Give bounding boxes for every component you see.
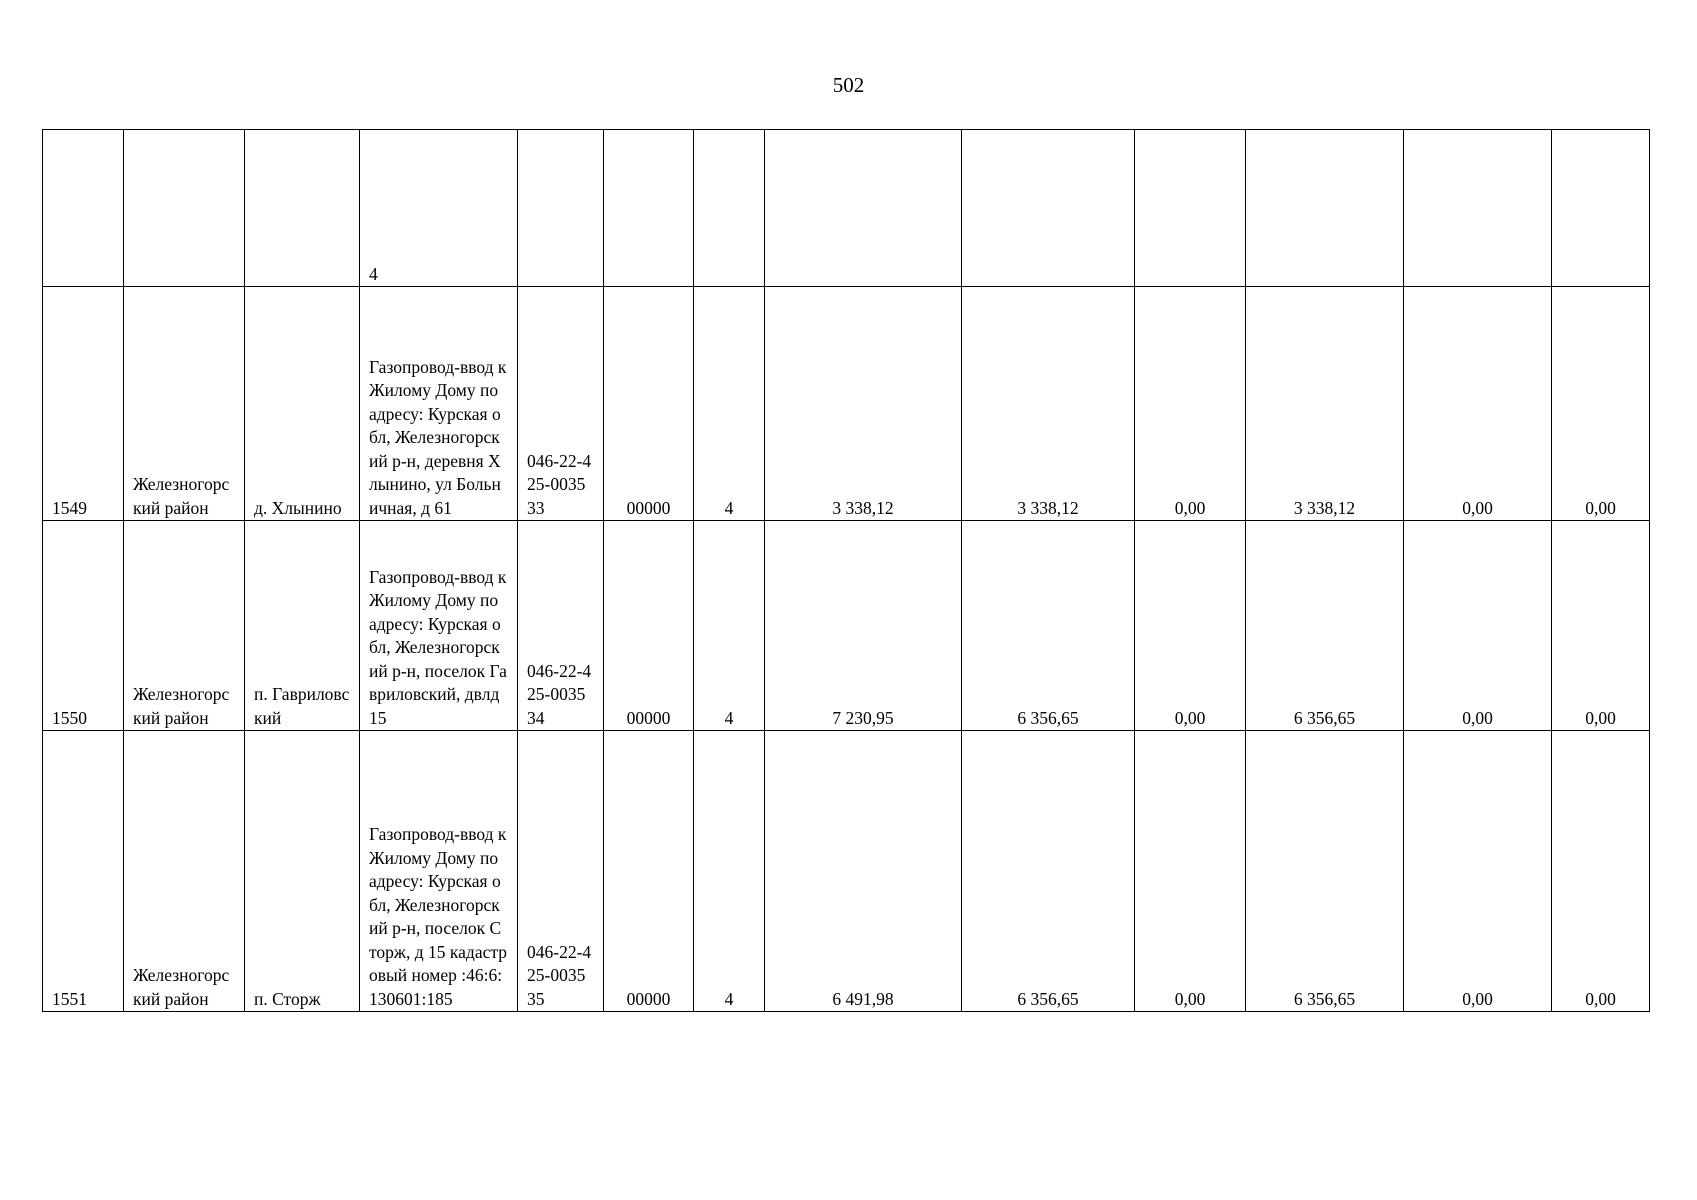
cell-description: Газопровод-ввод к Жилому Дому по адресу: Курская обл, Железногорский р-н, поселок Сторж, д 15 кадастровый номер :46:6:130601:185 — [360, 731, 518, 1012]
cell-inv-number: 046-22-425-003533 — [518, 287, 604, 521]
cell-value-2 — [962, 130, 1135, 287]
cell-num: 1550 — [43, 521, 124, 731]
cell-value-5: 0,00 — [1404, 731, 1552, 1012]
cell-settlement: п. Гавриловский — [245, 521, 360, 731]
cell-district — [124, 130, 245, 287]
cell-group: 4 — [694, 287, 765, 521]
cell-num — [43, 130, 124, 287]
cell-value-5: 0,00 — [1404, 287, 1552, 521]
table-row — [43, 731, 1650, 1012]
cell-code: 00000 — [604, 521, 694, 731]
cell-value-3: 0,00 — [1135, 287, 1246, 521]
cell-value-2: 6 356,65 — [962, 731, 1135, 1012]
cell-description: Газопровод-ввод к Жилому Дому по адресу: Курская обл, Железногорский р-н, деревня Хлынино, ул Больничная, д 61 — [360, 287, 518, 521]
table-row — [43, 287, 1650, 521]
cell-code: 00000 — [604, 287, 694, 521]
cell-value-6 — [1552, 130, 1650, 287]
cell-group: 4 — [694, 521, 765, 731]
cell-num: 1549 — [43, 287, 124, 521]
cell-settlement: п. Сторж — [245, 731, 360, 1012]
cell-code: 00000 — [604, 731, 694, 1012]
cell-value-2: 6 356,65 — [962, 521, 1135, 731]
cell-code — [604, 130, 694, 287]
cell-value-6: 0,00 — [1552, 731, 1650, 1012]
cell-district: Железногорский район — [124, 287, 245, 521]
table-row-continuation — [43, 130, 1650, 287]
registry-table — [42, 129, 1650, 1012]
cell-value-6: 0,00 — [1552, 287, 1650, 521]
cell-value-1: 7 230,95 — [765, 521, 962, 731]
cell-description: Газопровод-ввод к Жилому Дому по адресу: Курская обл, Железногорский р-н, поселок Гавриловский, двлд 15 — [360, 521, 518, 731]
cell-value-1: 3 338,12 — [765, 287, 962, 521]
cell-value-1 — [765, 130, 962, 287]
cell-num: 1551 — [43, 731, 124, 1012]
cell-inv-number: 046-22-425-003535 — [518, 731, 604, 1012]
cell-value-4 — [1246, 130, 1404, 287]
cell-district: Железногорский район — [124, 731, 245, 1012]
cell-value-3: 0,00 — [1135, 731, 1246, 1012]
cell-description: 4 — [360, 130, 518, 287]
cell-value-4: 6 356,65 — [1246, 521, 1404, 731]
cell-district: Железногорский район — [124, 521, 245, 731]
page-number: 502 — [832, 73, 865, 97]
cell-value-4: 6 356,65 — [1246, 731, 1404, 1012]
cell-settlement: д. Хлынино — [245, 287, 360, 521]
cell-settlement — [245, 130, 360, 287]
cell-value-5 — [1404, 130, 1552, 287]
cell-value-1: 6 491,98 — [765, 731, 962, 1012]
cell-value-4: 3 338,12 — [1246, 287, 1404, 521]
cell-value-6: 0,00 — [1552, 521, 1650, 731]
cell-value-5: 0,00 — [1404, 521, 1552, 731]
cell-value-2: 3 338,12 — [962, 287, 1135, 521]
cell-inv-number — [518, 130, 604, 287]
cell-group: 4 — [694, 731, 765, 1012]
table-row — [43, 521, 1650, 731]
cell-value-3 — [1135, 130, 1246, 287]
cell-value-3: 0,00 — [1135, 521, 1246, 731]
cell-group — [694, 130, 765, 287]
cell-inv-number: 046-22-425-003534 — [518, 521, 604, 731]
